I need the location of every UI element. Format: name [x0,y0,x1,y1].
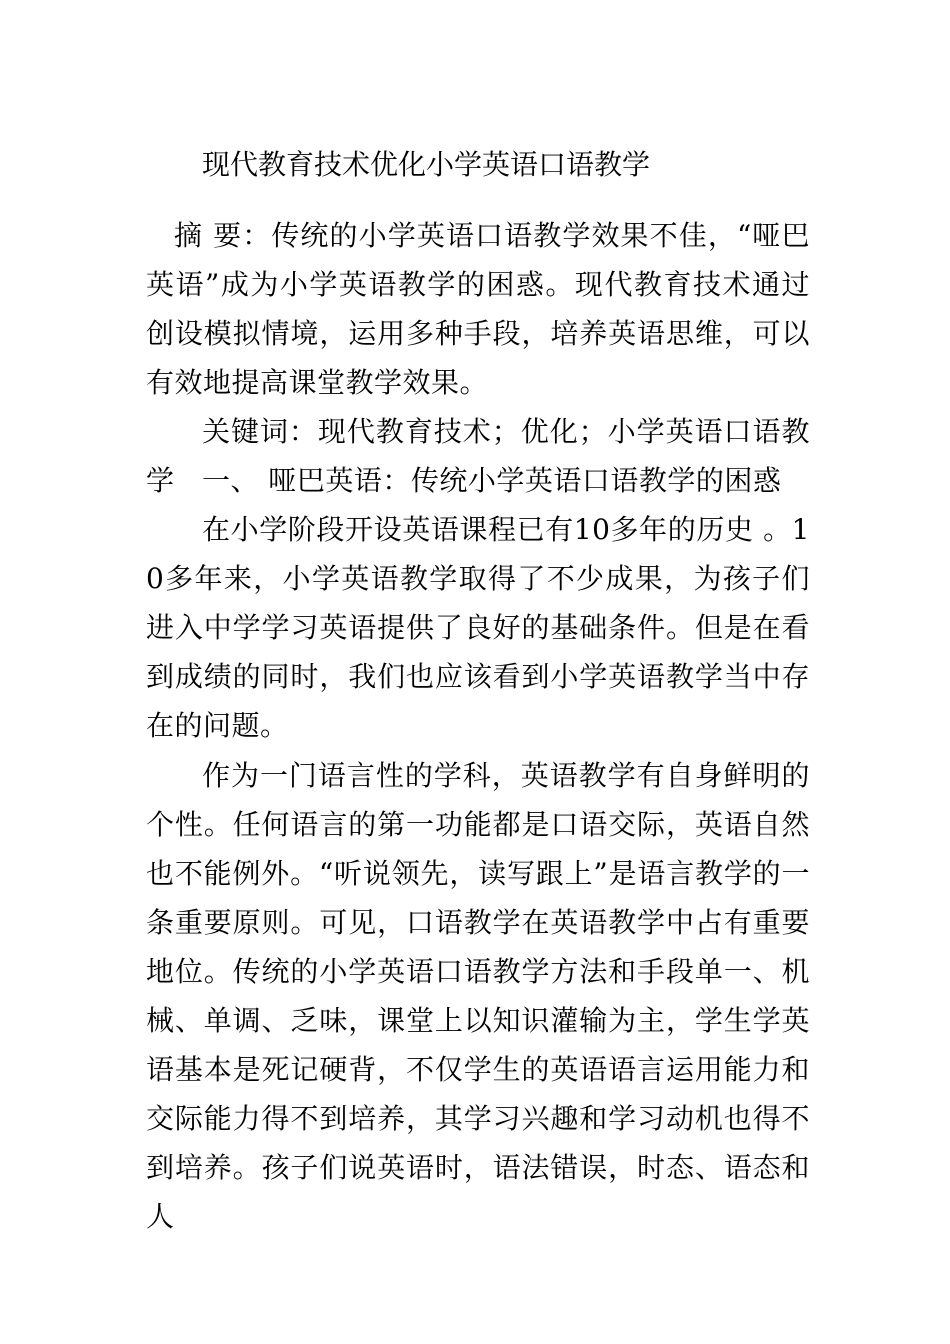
abstract-paragraph: 摘 要：传统的小学英语口语教学效果不佳，“哑巴英语”成为小学英语教学的困惑。现代教育技术通过创设模拟情境，运用多种手段，培养英语思维，可以有效地提高课堂教学效果。 [146,219,810,399]
keywords-line: 关键词：现代教育技术；优化；小学英语口语教学 [146,415,810,497]
section-heading: 一、 哑巴英语：传统小学英语口语教学的困惑 [202,464,782,497]
body-paragraph: 在小学阶段开设英语课程已有10多年的历史 。10多年来，小学英语教学取得了不少成果，为孩子们进入中学学习英语提供了良好的基础条件。但是在看到成绩的同时，我们也应该看到小学英语教学当中存在的问题。 [146,513,810,742]
body-paragraph: 作为一门语言性的学科，英语教学有自身鲜明的个性。任何语言的第一功能都是口语交际，英语自然也不能例外。“听说领先，读写跟上”是语言教学的一条重要原则。可见，口语教学在英语教学中占有重要地位。传统的小学英语口语教学方法和手段单一、机械、单调、乏味，课堂上以知识灌输为主，学生学英语基本是死记硬背，不仅学生的英语语言运用能力和交际能力得不到培养，其学习兴趣和学习动机也得不到培养。孩子们说英语时，语法错误，时态、语态和人 [146,759,810,1233]
document-title: 现代教育技术优化小学英语口语教学 [202,148,651,181]
